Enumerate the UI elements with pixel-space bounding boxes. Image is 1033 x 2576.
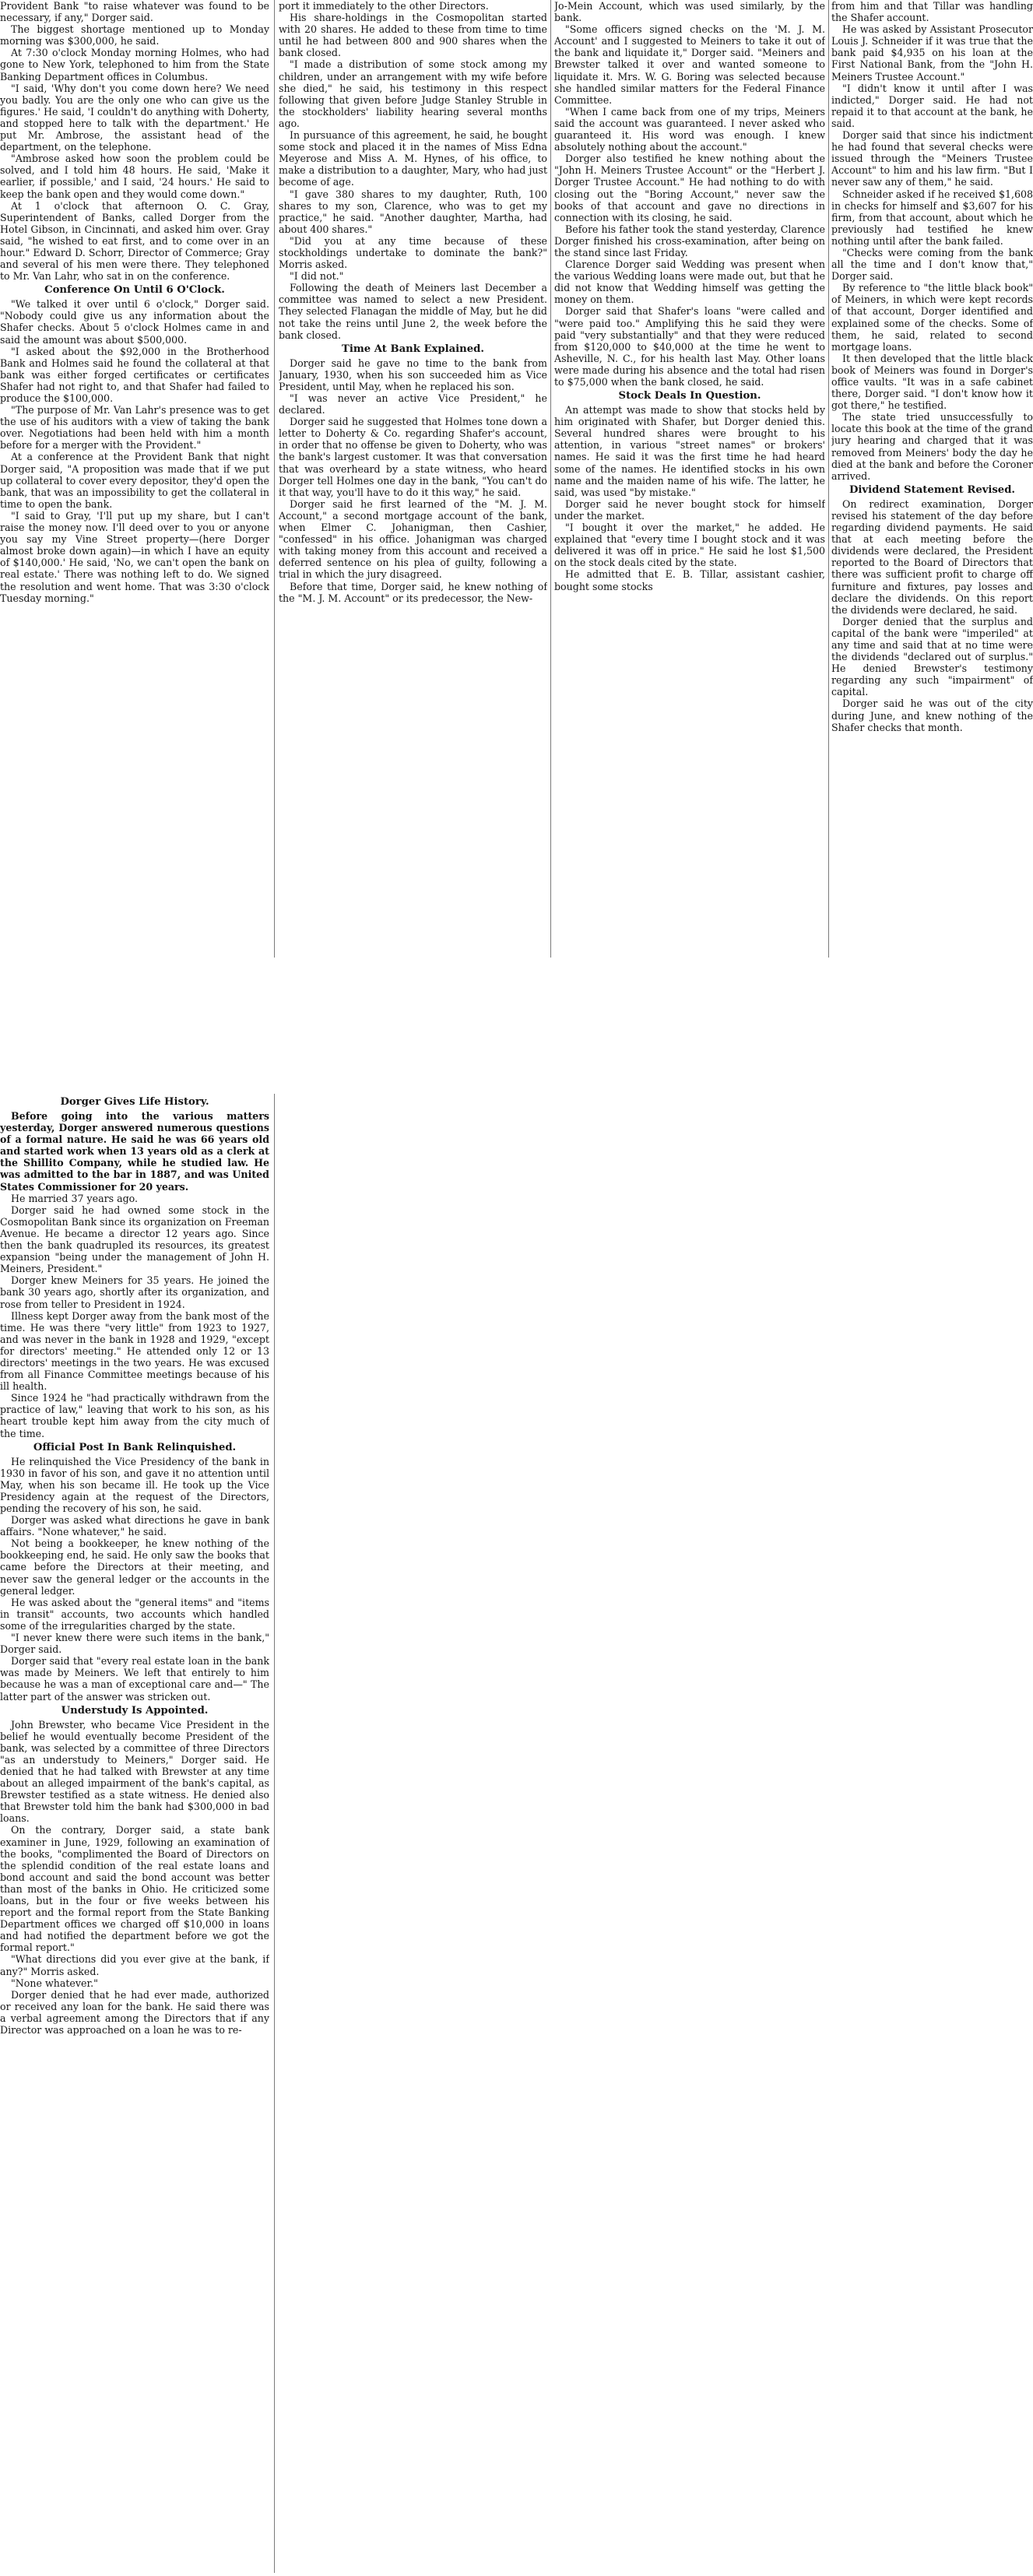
paragraph: Schneider asked if he received $1,608 in checks for himself and $3,607 for his firm, from that account, about which he previously had testified he knew nothing until after the bank failed. xyxy=(831,188,1033,247)
paragraph: Before his father took the stand yesterday, Clarence Dorger finished his cross-examination, after being on the stand since last Friday. xyxy=(554,223,825,258)
paragraph: Dorger said he never bought stock for himself under the market. xyxy=(554,497,825,522)
paragraph: On redirect examination, Dorger revised his statement of the day before regarding dividend payments. He said that at each meeting before the dividends were declared, the President reported to the Board of Directors that there was sufficient profit to charge off furniture and fixtures, pay losses and declare the dividends. On this report the dividends were declared, he said. xyxy=(831,497,1033,616)
paragraph: It then developed that the little black book of Meiners was found in Dorger's office vaults. "It was in a safe cabinet there, Dorger said. "I don't know how it got there," he testified. xyxy=(831,352,1033,412)
column-rule xyxy=(274,1094,275,2573)
paragraph: "Some officers signed checks on the 'M. J. M. Account' and I suggested to Meiners to take it out of the bank and liquidate it," Dorger said. "Meiners and Brewster talked it over and wanted someone to liquidate it. Mrs. W. G. Boring was selected because she handled similar matters for the Federal Finance Committee. xyxy=(554,23,825,106)
paragraph: He admitted that E. B. Tillar, assistant cashier, bought some stocks xyxy=(554,568,825,592)
paragraph: Following the death of Meiners last December a committee was named to select a new President. They selected Flanagan the middle of May, but he did not take the reins until June 2, the week before the bank closed. xyxy=(279,282,547,341)
paragraph: At a conference at the Provident Bank that night Dorger said, "A proposition was made that if we put up collateral to cover every depositor, they'd open the bank, that was an impossibility to get the collateral in time to open the bank. xyxy=(0,451,269,510)
column-rule xyxy=(828,0,829,958)
paragraph: from him and that Tillar was handling the Shafer account. xyxy=(831,0,1033,24)
paragraph: Dorger denied that the surplus and capital of the bank were "imperiled" at any time and said that at no time were the dividends "declared out of surplus." He denied Brewster's testimony regarding any such "impairment" of capital. xyxy=(831,615,1033,698)
paragraph: An attempt was made to show that stocks held by him originated with Shafer, but Dorger denied this. Several hundred shares were brought to his attention, in various "street names" or brokers' names. He said it was the first time he had heard some of the names. He identified stocks in his own name and the maiden name of his wife. The latter, he said, was used "by mistake." xyxy=(554,404,825,498)
paragraph: Dorger said he gave no time to the bank from January, 1930, when his son succeeded him as Vice President, until May, when he replaced his son. xyxy=(279,357,547,392)
paragraph: Not being a bookkeeper, he knew nothing of the bookkeeping end, he said. He only saw the books that came before the Directors at their meeting, and never saw the general ledger or the accounts in the general ledger. xyxy=(0,1538,269,1597)
paragraph: He was asked about the "general items" and "items in transit" accounts, two accounts which handled some of the irregularities charged by the state. xyxy=(0,1596,269,1632)
paragraph: "I never knew there were such items in the bank," Dorger said. xyxy=(0,1632,269,1656)
subheading: Dorger Gives Life History. xyxy=(60,1096,209,1108)
paragraph: "I did not." xyxy=(290,270,344,283)
column-rule xyxy=(274,0,275,958)
paragraph: On the contrary, Dorger said, a state bank examiner in June, 1929, following an examination of the books, "complimented the Board of Directors on the splendid condition of the real estate loans and bond account and said the bond account was better than most of the banks in Ohio. He criticized some loans, but in the four or five weeks between his report and the formal report from the State Banking Department offices we charged off $10,000 in loans and had notified the department before we got the formal report." xyxy=(0,1824,269,1954)
paragraph: Dorger was asked what directions he gave in bank affairs. "None whatever," he said. xyxy=(0,1514,269,1538)
article-column-2 xyxy=(279,0,547,604)
paragraph: "We talked it over until 6 o'clock," Dorger said. "Nobody could give us any information about the Shafer checks. About 5 o'clock Holmes came in and said the amount was about $500,000. xyxy=(0,298,269,346)
paragraph: John Brewster, who became Vice President in the belief he would eventually become President of the bank, was selected by a committee of three Directors "as an understudy to Meiners," Dorger said. He denied that he had talked with Brewster at any time about an alleged impairment of the bank's capital, as Brewster testified as a state witness. He denied also that Brewster told him the bank had $300,000 in bad loans. xyxy=(0,1718,269,1825)
paragraph: Dorger said he suggested that Holmes tone down a letter to Doherty & Co. regarding Shafer's account, in order that no offense be given to Doherty, who was the bank's largest customer. It was that conversation that was overheard by a state witness, who heard Dorger tell Holmes one day in the bank, "You can't do it that way, you'll have to do it this way," he said. xyxy=(279,416,547,498)
paragraph: Since 1924 he "had practically withdrawn from the practice of law," leaving that work to his son, as his heart trouble kept him away from the city much of the time. xyxy=(0,1392,269,1439)
paragraph: Dorger denied that he had ever made, authorized or received any loan for the bank. He said there was a verbal agreement among the Directors that if any Director was approached on a loan he was to re- xyxy=(0,1988,269,2037)
article-column-4 xyxy=(831,0,1033,733)
subheading: Dividend Statement Revised. xyxy=(849,483,1016,496)
paragraph: Before that time, Dorger said, he knew nothing of the "M. J. M. Account" or its predecessor, the New- xyxy=(279,580,547,604)
paragraph: port it immediately to the other Directors. xyxy=(279,0,489,12)
paragraph: The state tried unsuccessfully to locate this book at the time of the grand jury hearing and charged that it was removed from Meiners' body the day he died at the bank and before the Coroner arrived. xyxy=(831,411,1033,482)
subheading: Understudy Is Appointed. xyxy=(61,1704,209,1717)
paragraph: "I didn't know it until after I was indicted," Dorger said. He had not repaid it to that account at the bank, he said. xyxy=(831,82,1033,129)
paragraph: Dorger said he had owned some stock in the Cosmopolitan Bank since its organization on Freeman Avenue. He became a director 12 years ago. Since then the bank quadrupled its resources, its greatest expansion "being under the management of John H. Meiners, President." xyxy=(0,1204,269,1275)
paragraph: Dorger said he was out of the city during June, and knew nothing of the Shafer checks that month. xyxy=(831,698,1033,733)
paragraph: His share-holdings in the Cosmopolitan started with 20 shares. He added to these from time to time until he had between 800 and 900 shares when the bank closed. xyxy=(279,12,547,59)
paragraph: At 7:30 o'clock Monday morning Holmes, who had gone to New York, telephoned to him from the State Banking Department offices in Columbus. xyxy=(0,47,269,83)
paragraph: "I bought it over the market," he added. He explained that "every time I bought stock and it was delivered it was off in price." He said he lost $1,500 on the stock deals cited by the state. xyxy=(554,522,825,569)
paragraph: Dorger said that "every real estate loan in the bank was made by Meiners. We left that entirely to him because he was a man of exceptional care and—" The latter part of the answer was stricken out. xyxy=(0,1655,269,1703)
paragraph: In pursuance of this agreement, he said, he bought some stock and placed it in the names of Miss Edna Meyerose and Miss A. M. Hynes, of his office, to make a distribution to a daughter, Mary, who had just become of age. xyxy=(279,129,547,188)
paragraph: "Did you at any time because of these stockholdings undertake to dominate the bank?" Morris asked. xyxy=(279,234,547,271)
paragraph: "I was never an active Vice President," he declared. xyxy=(279,392,547,416)
paragraph: By reference to "the little black book" of Meiners, in which were kept records of that account, Dorger identified and explained some of the checks. Some of them, he said, related to second mortgage loans. xyxy=(831,282,1033,353)
paragraph: "I said to Gray, 'I'll put up my share, but I can't raise the money now. I'll deed over to you or anyone you say my Vine Street property—(here Dorger almost broke down again)—in which I have an equity of $140,000.' He said, 'No, we can't open the bank on real estate.' There was nothing left to do. We signed the resolution and went home. That was 3:30 o'clock Tuesday morning." xyxy=(0,509,269,604)
subheading: Time At Bank Explained. xyxy=(342,343,484,355)
paragraph: "The purpose of Mr. Van Lahr's presence was to get the use of his auditors with a view of taking the bank over. Negotiations had been held with him a month before for a merger with the Provident." xyxy=(0,404,269,452)
paragraph: "I made a distribution of some stock among my children, under an arrangement with my wife before she died," he said, his testimony in this respect following that given before Judge Stanley Struble in the stockholders' liability hearing several months ago. xyxy=(279,58,547,129)
subheading: Conference On Until 6 O'Clock. xyxy=(44,284,225,297)
paragraph: The biggest shortage mentioned up to Monday morning was $300,000, he said. xyxy=(0,23,269,47)
paragraph: Clarence Dorger said Wedding was present when the various Wedding loans were made out, but that he did not know that Wedding himself was getting the money on them. xyxy=(554,258,825,306)
paragraph: "What directions did you ever give at the bank, if any?" Morris asked. xyxy=(0,1953,269,1977)
paragraph: Dorger knew Meiners for 35 years. He joined the bank 30 years ago, shortly after its organization, and rose from teller to President in 1924. xyxy=(0,1274,269,1310)
paragraph: He relinquished the Vice Presidency of the bank in 1930 in favor of his son, and gave it no attention until May, when his son became ill. He took up the Vice Presidency again at the request of the Directors, pending the recovery of his son, he said. xyxy=(0,1455,269,1514)
paragraph: "I asked about the $92,000 in the Brotherhood Bank and Holmes said he found the collateral at that bank was either forged certificates or certificates Shafer had not right to, and that Shafer had failed to produce the $100,000. xyxy=(0,345,269,404)
article-column-1 xyxy=(0,0,269,604)
paragraph: Before going into the various matters yesterday, Dorger answered numerous questions of a formal nature. He said he was 66 years old and started work when 13 years old as a clerk at the Shillito Company, while he studied law. He was admitted to the bar in 1887, and was United States Commissioner for 20 years. xyxy=(0,1110,269,1193)
paragraph: Provident Bank "to raise whatever was found to be necessary, if any," Dorger said. xyxy=(0,0,269,24)
paragraph: "When I came back from one of my trips, Meiners said the account was guaranteed. I never asked who guaranteed it. His word was enough. I knew absolutely nothing about the account." xyxy=(554,105,825,153)
column-rule xyxy=(550,0,551,958)
article-column-5 xyxy=(0,1094,269,2036)
subheading: Official Post In Bank Relinquished. xyxy=(33,1441,237,1453)
paragraph: "I gave 380 shares to my daughter, Ruth, 100 shares to my son, Clarence, who was to get my practice," he said. "Another daughter, Martha, had about 400 shares." xyxy=(279,188,547,235)
article-column-3 xyxy=(554,0,825,592)
paragraph: "None whatever." xyxy=(11,1977,98,1989)
subheading: Stock Deals In Question. xyxy=(618,390,761,402)
paragraph: "I said, 'Why don't you come down here? We need you badly. You are the only one who can give us the figures.' He said, 'I couldn't do anything with Doherty, and stopped here to talk with the department.' He put Mr. Ambrose, the assistant head of the department, on the telephone. xyxy=(0,82,269,153)
paragraph: "Checks were coming from the bank all the time and I don't know that," Dorger said. xyxy=(831,246,1033,283)
paragraph: "Ambrose asked how soon the problem could be solved, and I told him 48 hours. He said, 'Make it earlier, if possible,' and I said, '24 hours.' He said to keep the bank open and they would come down." xyxy=(0,153,269,200)
paragraph: Dorger said he first learned of the "M. J. M. Account," a second mortgage account of the bank, when Elmer C. Johanigman, then Cashier, "confessed" in his office. Johanigman was charged with taking money from this account and received a deferred sentence on his plea of guilty, following a trial in which the jury disagreed. xyxy=(279,497,547,581)
paragraph: He was asked by Assistant Prosecutor Louis J. Schneider if it was true that the bank paid $4,935 on his loan at the First National Bank, from the "John H. Meiners Trustee Account." xyxy=(831,23,1033,83)
paragraph: Dorger said that Shafer's loans "were called and "were paid too." Amplifying this he said they were paid "very substantially" and that they were reduced from $120,000 to $40,000 at the time he went to Asheville, N. C., for his health last May. Other loans were made during his absence and the total had risen to $75,000 when the bank closed, he said. xyxy=(554,305,825,388)
paragraph: Dorger said that since his indictment he had found that several checks were issued through the "Meiners Trustee Account" to him and his law firm. "But I never saw any of them," he said. xyxy=(831,129,1033,188)
paragraph: Jo-Mein Account, which was used similarly, by the bank. xyxy=(554,0,825,24)
paragraph: At 1 o'clock that afternoon O. C. Gray, Superintendent of Banks, called Dorger from the Hotel Gibson, in Cincinnati, and asked him over. Gray said, "he wished to eat first, and to come over in an hour." Edward D. Schorr, Director of Commerce; Gray and several of his men were there. They telephoned to Mr. Van Lahr, who sat in on the conference. xyxy=(0,199,269,283)
paragraph: He married 37 years ago. xyxy=(11,1192,138,1204)
paragraph: Dorger also testified he knew nothing about the "John H. Meiners Trustee Account" or the "Herbert J. Dorger Trustee Account." He had nothing to do with closing out the "Boring Account," never saw the books of that account and gave no directions in connection with its closing, he said. xyxy=(554,153,825,223)
paragraph: Illness kept Dorger away from the bank most of the time. He was there "very little" from 1923 to 1927, and was never in the bank in 1928 and 1929, "except for directors' meeting." He attended only 12 or 13 directors' meetings in the two years. He was excused from all Finance Committee meetings because of his ill health. xyxy=(0,1309,269,1393)
